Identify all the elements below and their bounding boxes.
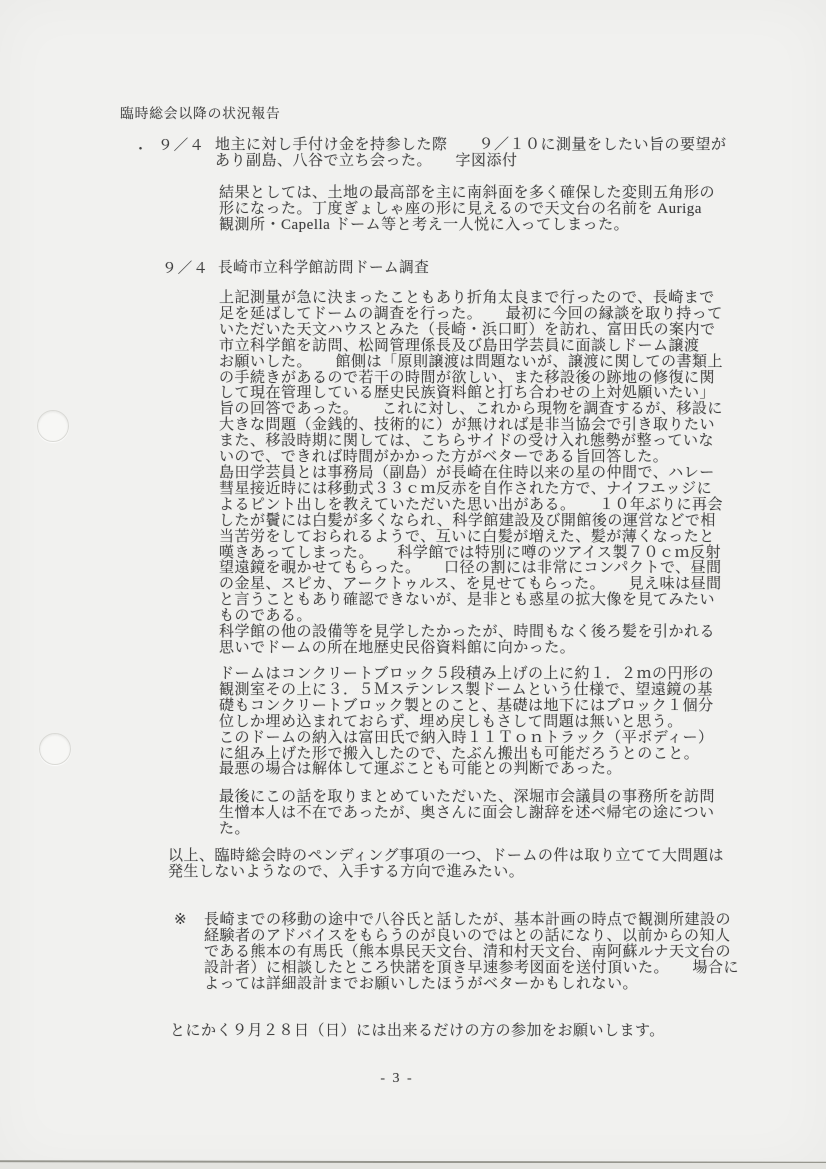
entry2-visit-closing-paragraph: 最後にこの話を取りまとめていただいた、深堀市会議員の事務所を訪問 生憎本人は不在であったが、奥さんに面会し謝辞を述べ帰宅の途につい た。 [219,789,716,837]
entry2-date: ９／４ [162,261,209,277]
page-number: - 3 - [380,1071,414,1086]
entry2-dome-paragraph: ドームはコンクリートブロック５段積み上げの上に約１．２ｍの円形の 観測室その上に３．５Ｍステンレス製ドームという仕様で、望遠鏡の基 礎もコンクリートブロック製とのこと、基礎は地下にはブロック１個分 位しか埋め込まれておらず、埋め戻しもさして問題は無いと思う。 このドームの納入は富田氏で納入時１１Ｔｏｎトラック（平ボディー） に組み上げた形で搬入したので、たぶん搬出も可能だろうとのこと。 最悪の場合は解体して運ぶことも可能との判断であった。 [219,666,714,778]
report-title: 臨時総会以降の状況報告 [120,106,281,121]
summary-paragraph: 以上、臨時総会時のペンディング事項の一つ、ドームの件は取り立てて大問題は 発生しないようなので、入手する方向で進みたい。 [168,848,724,880]
scanner-bed-strip [0,1163,826,1169]
closing-line: とにかく９月２８日（日）には出来るだけの方の参加をお願いします。 [170,1023,665,1039]
entry2-heading: 長崎市立科学館訪問ドーム調査 [218,260,430,276]
note-marker: ※ [174,912,188,928]
entry2-visit-paragraph: 上記測量が急に決まったこともあり折角太良まで行ったので、長崎まで 足を延ばしてドームの調査を行った。 最初に今回の縁談を取り持って いただいた天文ハウスとみた（長崎・浜口町）を訪れ、富田氏の案内で 市立科学館を訪問、松岡管理係長及び島田学芸員に面談しドーム譲渡 お願いした。 館側は「原則譲渡は問題ないが、譲渡に関しての書類上 の手続きがあるので若干の時間が欲しい、また移設後の跡地の修復に関 して現在管理している歴史民族資料館と打ち合わせの上対処願いたい」 旨の回答であった。 これに対し、これから現物を調査するが、移設に 大きな問題（金銭的、技術的に）が無ければ是非当協会で引き取りたい また、移設時期に関しては、こちらサイドの受け入れ態勢が整っていな いので、できれば時間がかかった方がベターである旨回答した。 島田学芸員とは事務局（副島）が長崎在住時以来の星の仲間で、ハレー 彗星接近時には移動式３３ｃｍ反赤を自作された方で、ナイフエッジに よるピント出しを教えていただいた思い出がある。 １０年ぶりに再会 したが鬢には白髪が多くなられ、科学館建設及び開館後の運営などで相 当苦労をしておられるようで、互いに白髪が増えた、髪が薄くなったと 嘆きあってしまった。 科学館では特別に噂のツアイス製７０ｃｍ反射 望遠鏡を覗かせてもらった。 口径の割には非常にコンパクトで、昼間 の金星、スピカ、アークトゥルス、を見せてもらった。 見え味は昼間 と言うこともあり確認できないが、是非とも惑星の拡大像を見てみたい ものである。 科学館の他の設備等を見学したかったが、時間もなく後ろ髪を引かれる 思いでドームの所在地歴史民俗資料館に向かった。 [219,290,724,656]
note-paragraph: 長崎までの移動の途中で八谷氏と話したが、基本計画の時点で観測所建設の 経験者のアドバイスをもらうのが良いのではとの話になり、以前からの知人 である熊本の有馬氏（熊本県民天文台、清和村天文台、南阿蘇ルナ天文台の 設計者）に相談したところ快諾を頂き早速参考図面を送付頂いた。 場合に よっては詳細設計までお願いしたほうがベターかもしれない。 [204,912,740,992]
punch-hole [37,410,69,442]
entry1-date: ９／４ [158,138,205,154]
entry1-result-paragraph: 結果としては、土地の最高部を主に南斜面を多く確保した変則五角形の 形になった。丁度ぎょしゃ座の形に見えるので天文台の名前を Auriga 観測所・Capella ドーム等と考え一人悦に入ってしまった。 [219,185,716,233]
entry1-intro-paragraph: 地主に対し手付け金を持参した際 ９／１０に測量をしたい旨の要望が あり副島、八谷で立ち会った。 字図添付 [215,137,727,169]
punch-hole [39,733,71,765]
entry1-bullet: ・ [134,141,148,156]
